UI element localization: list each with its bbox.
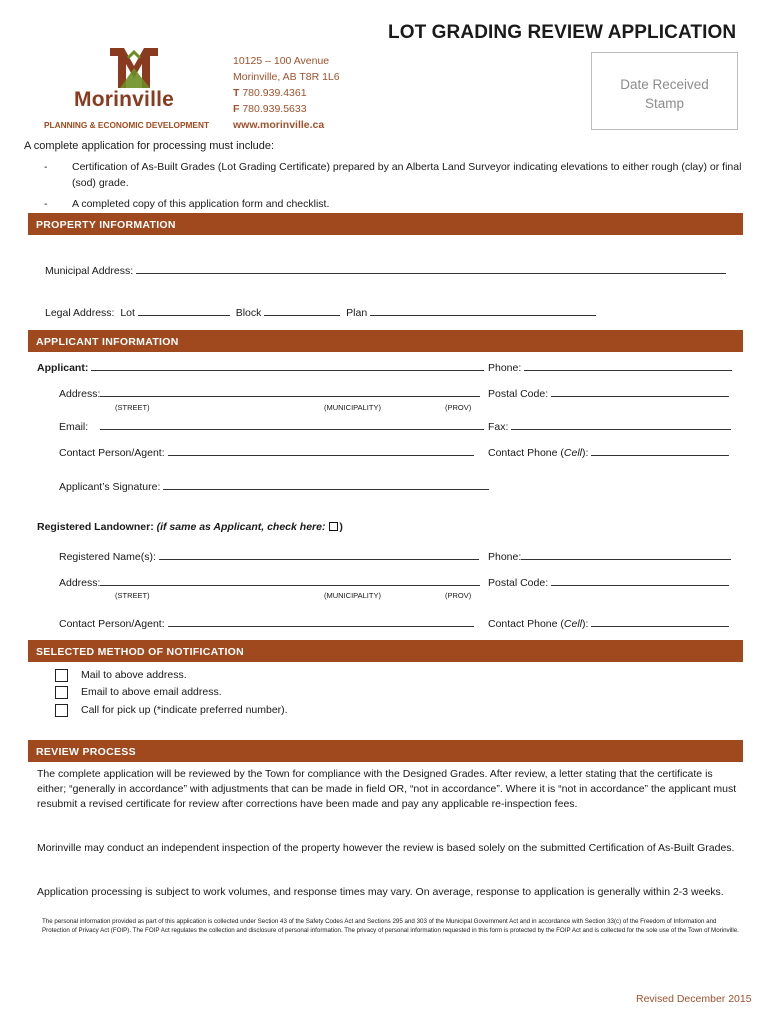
- department-name: PLANNING & ECONOMIC DEVELOPMENT: [44, 120, 210, 130]
- landowner-postal-field[interactable]: [551, 574, 729, 586]
- applicant-phone-row: Phone:: [488, 359, 732, 374]
- call-option-label: Call for pick up (*indicate preferred number).: [81, 704, 288, 716]
- applicant-email-row: Email:: [59, 418, 484, 433]
- landowner-contact-row: Contact Person/Agent:: [59, 615, 474, 630]
- street-caption: (STREET): [115, 403, 150, 412]
- fax-line: F 780.939.5633: [233, 103, 307, 115]
- municipal-address-field[interactable]: [136, 262, 726, 274]
- logo-mark-icon: [104, 44, 164, 92]
- applicant-postal-field[interactable]: [551, 385, 729, 397]
- address-line2: Morinville, AB T8R 1L6: [233, 71, 340, 83]
- applicant-signature-row: Applicant’s Signature:: [59, 478, 489, 493]
- landowner-address-field[interactable]: [100, 574, 480, 586]
- applicant-contact-phone-field[interactable]: [591, 444, 729, 456]
- landowner-address-row: Address:: [59, 574, 480, 589]
- form-title: LOT GRADING REVIEW APPLICATION: [388, 22, 737, 43]
- phone-line: T 780.939.4361: [233, 87, 307, 99]
- applicant-row: Applicant:: [37, 359, 484, 374]
- mail-option-label: Mail to above address.: [81, 669, 187, 681]
- contact-address: [233, 53, 340, 133]
- applicant-email-field[interactable]: [100, 418, 484, 430]
- municipal-address-row: Municipal Address:: [45, 262, 726, 277]
- applicant-name-field[interactable]: [91, 359, 484, 371]
- mail-checkbox[interactable]: [55, 669, 68, 682]
- prov-caption: (PROV): [445, 403, 472, 412]
- date-received-stamp-box: Date Received Stamp: [591, 52, 738, 130]
- prov-caption: (PROV): [445, 591, 472, 600]
- same-as-applicant-checkbox[interactable]: [329, 522, 338, 531]
- email-checkbox[interactable]: [55, 686, 68, 699]
- landowner-phone-row: Phone:: [488, 548, 731, 563]
- section-header-review: REVIEW PROCESS: [28, 740, 743, 762]
- landowner-postal-row: Postal Code:: [488, 574, 729, 589]
- applicant-fax-row: Fax:: [488, 418, 731, 433]
- privacy-notice: The personal information provided as part of this application is collected under Section 43 of the Safety Codes Act and Sections 295 and 303 of the Municipal Government Act and in accordance with Section 33(c) of the Freedom of Information and Protection of Privacy Act (FOIP). The FOIP Act regulates the collection and disclosure of personal information. The privacy of personal information requested in this form is protected by the FOIP Act and is collected for the sole use of the Town of Morinville.: [42, 918, 739, 934]
- requirement-item: - A completed copy of this application form and checklist.: [44, 198, 330, 210]
- lot-field[interactable]: [138, 304, 230, 316]
- municipality-caption: (MUNICIPALITY): [324, 403, 381, 412]
- section-header-applicant: APPLICANT INFORMATION: [28, 330, 743, 352]
- review-paragraph: Application processing is subject to work volumes, and response times may vary. On average, response to application is generally within 2-3 weeks.: [37, 886, 724, 898]
- landowner-phone-field[interactable]: [521, 548, 731, 560]
- requirement-item: - Certification of As-Built Grades (Lot Grading Certificate) prepared by an Alberta Land Surveyor indicating elevations to either rough (clay) or final (sod) grade.: [44, 161, 742, 189]
- landowner-contact-phone-row: Contact Phone (Cell):: [488, 615, 729, 630]
- legal-address-row: Legal Address: Lot Block Plan: [45, 304, 596, 319]
- revision-date: Revised December 2015: [636, 993, 752, 1005]
- landowner-contact-phone-field[interactable]: [591, 615, 729, 627]
- applicant-contact-phone-row: Contact Phone (Cell):: [488, 444, 729, 459]
- call-checkbox[interactable]: [55, 704, 68, 717]
- landowner-names-row: Registered Name(s):: [59, 548, 479, 563]
- municipality-caption: (MUNICIPALITY): [324, 591, 381, 600]
- street-caption: (STREET): [115, 591, 150, 600]
- address-line1: 10125 – 100 Avenue: [233, 55, 330, 67]
- review-paragraph: Morinville may conduct an independent inspection of the property however the review is based solely on the submitted Certification of As-Built Grades.: [37, 842, 735, 854]
- applicant-address-row: Address:: [59, 385, 480, 400]
- landowner-heading: Registered Landowner: (if same as Applicant, check here: ): [37, 521, 343, 533]
- section-header-property: PROPERTY INFORMATION: [28, 213, 743, 235]
- applicant-contact-row: Contact Person/Agent:: [59, 444, 474, 459]
- applicant-phone-field[interactable]: [524, 359, 732, 371]
- plan-field[interactable]: [370, 304, 596, 316]
- section-header-notification: SELECTED METHOD OF NOTIFICATION: [28, 640, 743, 662]
- email-option-label: Email to above email address.: [81, 686, 222, 698]
- applicant-address-field[interactable]: [100, 385, 480, 397]
- morinville-logo: [40, 44, 220, 132]
- logo-wordmark: Morinville: [74, 88, 175, 111]
- website-link[interactable]: www.morinville.ca: [233, 119, 325, 131]
- landowner-names-field[interactable]: [159, 548, 479, 560]
- applicant-contact-field[interactable]: [168, 444, 474, 456]
- applicant-fax-field[interactable]: [511, 418, 731, 430]
- intro-text: A complete application for processing must include:: [24, 140, 275, 152]
- applicant-postal-row: Postal Code:: [488, 385, 729, 400]
- applicant-signature-field[interactable]: [163, 478, 489, 490]
- block-field[interactable]: [264, 304, 340, 316]
- landowner-contact-field[interactable]: [168, 615, 474, 627]
- review-paragraph: The complete application will be reviewed by the Town for compliance with the Designed Grades. After review, a letter stating that the certificate is either; “generally in accordance” with adjustments that can be made in field OR, “not in accordance”. Where it is “not in accordance” the applicant must resubmit a revised certificate for review after corrections have been made and pay any applicable re-inspection fees.: [37, 768, 737, 810]
